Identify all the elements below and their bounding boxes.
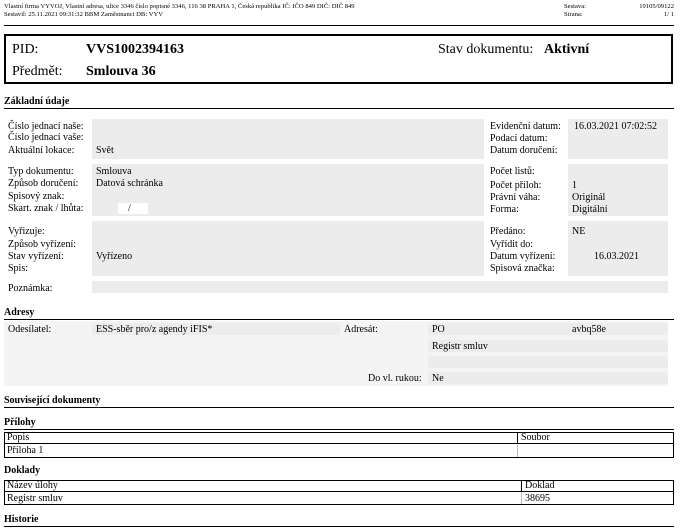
col-doklad: Doklad <box>525 480 555 491</box>
odesilatel-value: ESS-sběr pro/z agendy iFIS* <box>96 324 213 335</box>
forma-value: Digitální <box>572 204 608 215</box>
predano-value: NE <box>572 226 586 237</box>
nazev-cell: Registr smluv <box>7 493 63 504</box>
cislo-vase-label: Číslo jednací vaše: <box>8 132 84 143</box>
value-area <box>428 356 668 368</box>
value-area <box>428 372 668 384</box>
skart-label: Skart. znak / lhůta: <box>8 203 84 214</box>
skart-separator: / <box>128 203 131 214</box>
zpusob-doruceni-label: Způsob doručení: <box>8 178 79 189</box>
value-area <box>92 281 668 293</box>
stav-label: Stav dokumentu: <box>438 42 534 57</box>
col-soubor: Soubor <box>521 432 550 443</box>
datum-doruceni-label: Datum doručení: <box>490 145 558 156</box>
lokace-value: Svět <box>96 145 114 156</box>
pravni-value: Originál <box>572 192 606 203</box>
table-row <box>4 444 674 458</box>
column-divider <box>521 481 522 491</box>
lhuta-field <box>148 203 228 214</box>
adresat-value: PO <box>432 324 445 335</box>
adresat-label: Adresát: <box>344 324 378 335</box>
priloh-label: Počet příloh: <box>490 180 542 191</box>
zpusob-vyrizeni-label: Způsob vyřízení: <box>8 239 77 250</box>
document-id-box <box>4 34 673 84</box>
adresat-line2: Registr smluv <box>432 341 488 352</box>
podaci-label: Podací datum: <box>490 133 548 144</box>
value-area <box>92 119 484 159</box>
strana-label: Strana: <box>564 11 583 18</box>
column-divider <box>517 444 518 457</box>
pravni-label: Právní váha: <box>490 192 541 203</box>
column-divider <box>521 492 522 504</box>
compiled-line: Sestavil: 25.11.2021 09:31:32 BBM Zaměstnanci DB: VYV <box>4 11 163 18</box>
datum-vyrizeni-label: Datum vyřízení: <box>490 251 556 262</box>
forma-label: Forma: <box>490 204 519 215</box>
popis-cell: Příloha 1 <box>7 445 44 456</box>
section-title-related: Související dokumenty <box>4 395 674 408</box>
dovl-value: Ne <box>432 373 444 384</box>
section-title-basic: Základní údaje <box>4 96 674 109</box>
stav-vyrizeni-label: Stav vyřízení: <box>8 251 64 262</box>
priloh-value: 1 <box>572 180 577 191</box>
typ-value: Smlouva <box>96 166 132 177</box>
attachments-header <box>4 432 674 444</box>
sestava-label: Sestava: <box>564 3 586 10</box>
adresat-code: avbq58e <box>572 324 606 335</box>
pid-value: VVS1002394163 <box>86 42 185 57</box>
table-row <box>4 492 674 505</box>
section-title-history: Historie <box>4 514 674 527</box>
dovl-label: Do vl. rukou: <box>368 373 422 384</box>
odesilatel-label: Odesílatel: <box>8 324 52 335</box>
col-nazev: Název úlohy <box>7 480 58 491</box>
lokace-label: Aktuální lokace: <box>8 145 75 156</box>
predano-label: Předáno: <box>490 226 526 237</box>
cislo-nase-label: Číslo jednací naše: <box>8 121 84 132</box>
column-divider <box>517 433 518 443</box>
listu-label: Počet listů: <box>490 166 535 177</box>
evidencni-value: 16.03.2021 07:02:52 <box>574 121 658 132</box>
poznamka-label: Poznámka: <box>8 283 53 294</box>
section-title-receipts: Doklady <box>4 465 41 476</box>
predmet-value: Smlouva 36 <box>86 64 156 79</box>
stav-vyrizeni-value: Vyřízeno <box>96 251 133 262</box>
spis-label: Spis: <box>8 263 29 274</box>
skart-field <box>92 203 118 214</box>
sestava-value: 19105/09122 <box>639 3 674 10</box>
section-title-attachments: Přílohy <box>4 417 674 430</box>
stav-value: Aktivní <box>544 42 590 57</box>
company-line: Vlastní firma VYVOJ, Vlastní adresa, ulice 3346 číslo popisné 3346, 116 38 PRAHA 1, Česká republika IČ: IČO 849 DIČ: DIČ 849 <box>4 3 355 10</box>
receipts-header <box>4 480 674 492</box>
header-divider <box>4 25 674 26</box>
pid-label: PID: <box>12 42 39 57</box>
value-area <box>92 221 484 276</box>
predmet-label: Předmět: <box>12 64 63 79</box>
strana-value: 1/ 1 <box>663 11 674 18</box>
vyridit-label: Vyřídit do: <box>490 239 534 250</box>
report-header <box>4 3 674 25</box>
section-title-addresses: Adresy <box>4 307 674 320</box>
typ-label: Typ dokumentu: <box>8 166 74 177</box>
datum-vyrizeni-value: 16.03.2021 <box>594 251 639 262</box>
value-area <box>428 323 668 335</box>
col-popis: Popis <box>7 432 30 443</box>
doklad-cell: 38695 <box>525 493 550 504</box>
spisovy-znak-label: Spisový znak: <box>8 191 65 202</box>
zpusob-doruceni-value: Datová schránka <box>96 178 163 189</box>
spisova-znacka-label: Spisová značka: <box>490 263 555 274</box>
evidencni-label: Evidenční datum: <box>490 121 561 132</box>
vyrizuje-label: Vyřizuje: <box>8 226 45 237</box>
